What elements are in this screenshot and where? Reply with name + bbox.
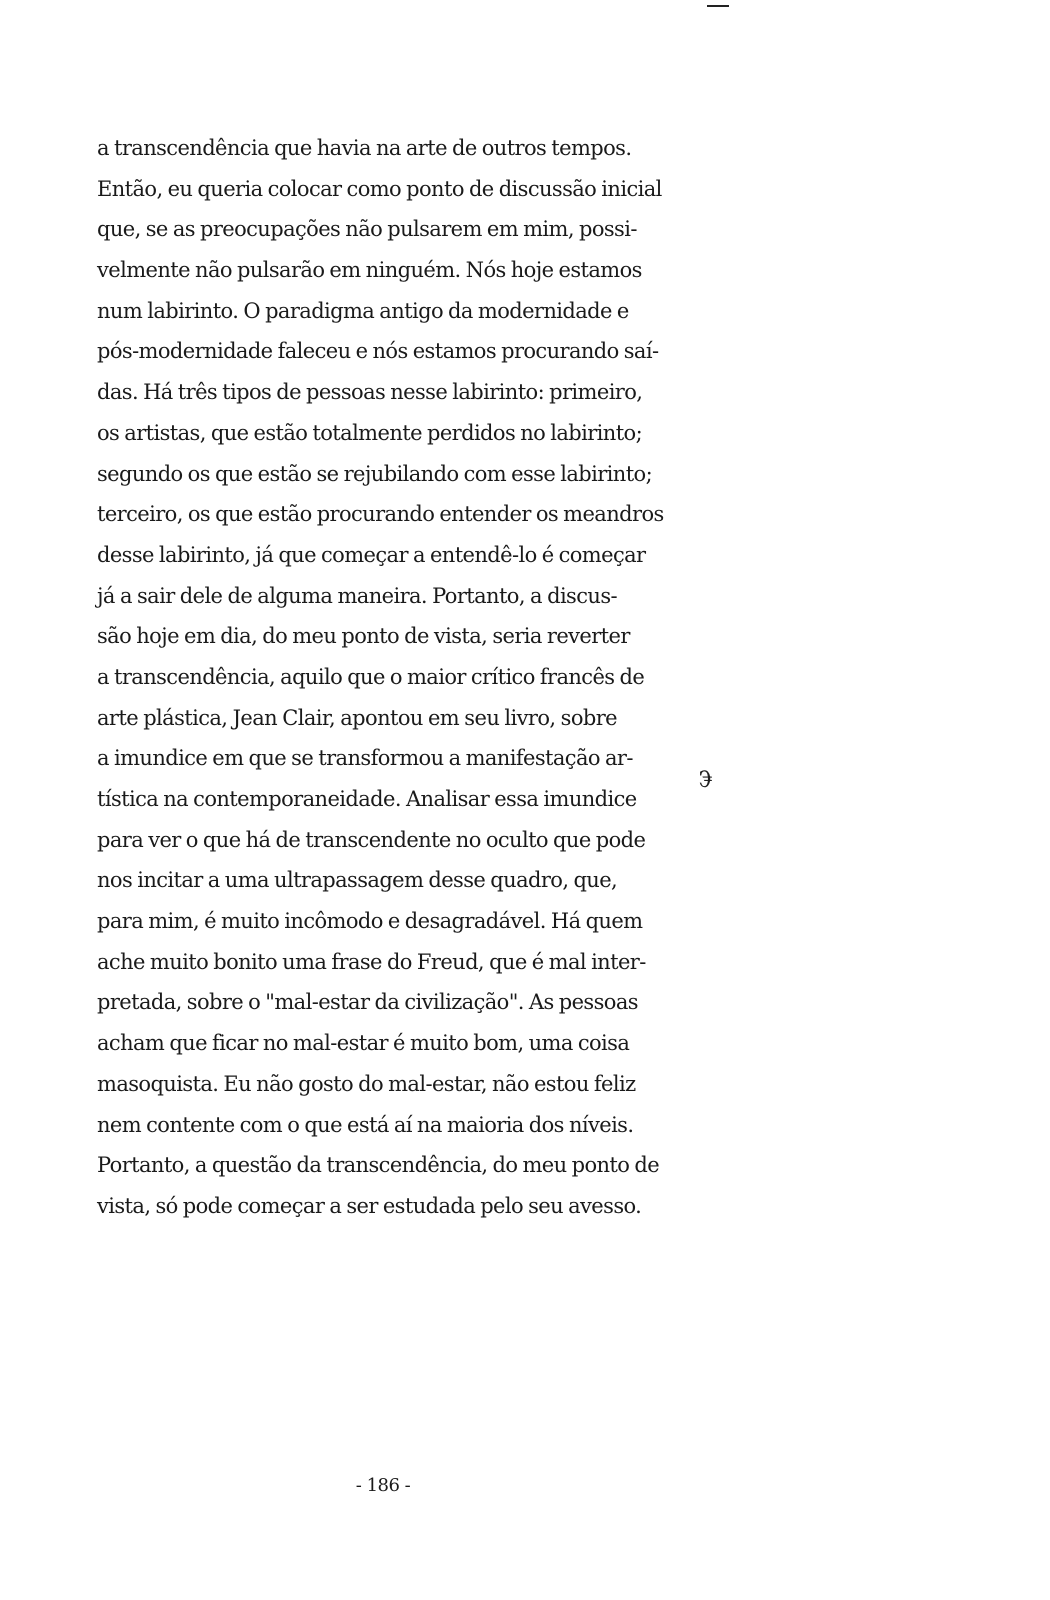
text-line: Portanto, a questão da transcendência, do meu ponto de — [97, 1153, 660, 1178]
margin-mark: € — [698, 768, 712, 793]
text-line: tística na contemporaneidade. Analisar essa imundice — [97, 787, 637, 811]
text-line: das. Há três tipos de pessoas nesse labirinto: primeiro, — [97, 380, 643, 405]
text-line: nos incitar a uma ultrapassagem desse quadro, que, — [97, 868, 618, 893]
text-line-last: vista, só pode começar a ser estudada pelo seu avesso. — [97, 1193, 642, 1218]
page-number: - 186 - — [355, 1475, 411, 1496]
text-line: são hoje em dia, do meu ponto de vista, seria reverter — [97, 624, 630, 649]
text-line: a transcendência, aquilo que o maior crítico francês de — [97, 664, 645, 689]
text-line: terceiro, os que estão procurando entender os meandros — [97, 502, 664, 527]
text-line: pretada, sobre o "mal-estar da civilização". As pessoas — [97, 990, 638, 1015]
body-text — [97, 128, 664, 1227]
text-line: os artistas, que estão totalmente perdidos no labirinto; — [97, 420, 643, 445]
text-line: num labirinto. O paradigma antigo da modernidade e — [97, 298, 629, 323]
text-line: nem contente com o que está aí na maioria dos níveis. — [97, 1112, 634, 1137]
text-line: que, se as preocupações não pulsarem em mim, possi- — [97, 217, 637, 242]
text-line: ache muito bonito uma frase do Freud, que é mal inter- — [97, 949, 646, 974]
text-line: para ver o que há de transcendente no oculto que pode — [97, 827, 646, 852]
text-line: velmente não pulsarão em ninguém. Nós hoje estamos — [97, 258, 642, 283]
text-line: masoquista. Eu não gosto do mal-estar, não estou feliz — [97, 1071, 636, 1096]
text-line: acham que ficar no mal-estar é muito bom, uma coisa — [97, 1031, 630, 1056]
text-line: Então, eu queria colocar como ponto de discussão inicial — [97, 176, 662, 201]
text-line: já a sair dele de alguma maneira. Portanto, a discus- — [97, 583, 617, 608]
text-line: segundo os que estão se rejubilando com esse labirinto; — [97, 461, 653, 486]
text-line: desse labirinto, já que começar a entendê-lo é começar — [97, 542, 646, 567]
text-line: para mim, é muito incômodo e desagradável. Há quem — [97, 909, 643, 934]
text-line: arte plástica, Jean Clair, apontou em seu livro, sobre — [97, 705, 617, 730]
top-edge-mark — [707, 5, 729, 7]
text-line: pós-modernidade faleceu e nós estamos procurando saí- — [97, 339, 659, 364]
text-line: a transcendência que havia na arte de outros tempos. — [97, 136, 632, 160]
text-line: a imundice em que se transformou a manifestação ar- — [97, 746, 633, 771]
